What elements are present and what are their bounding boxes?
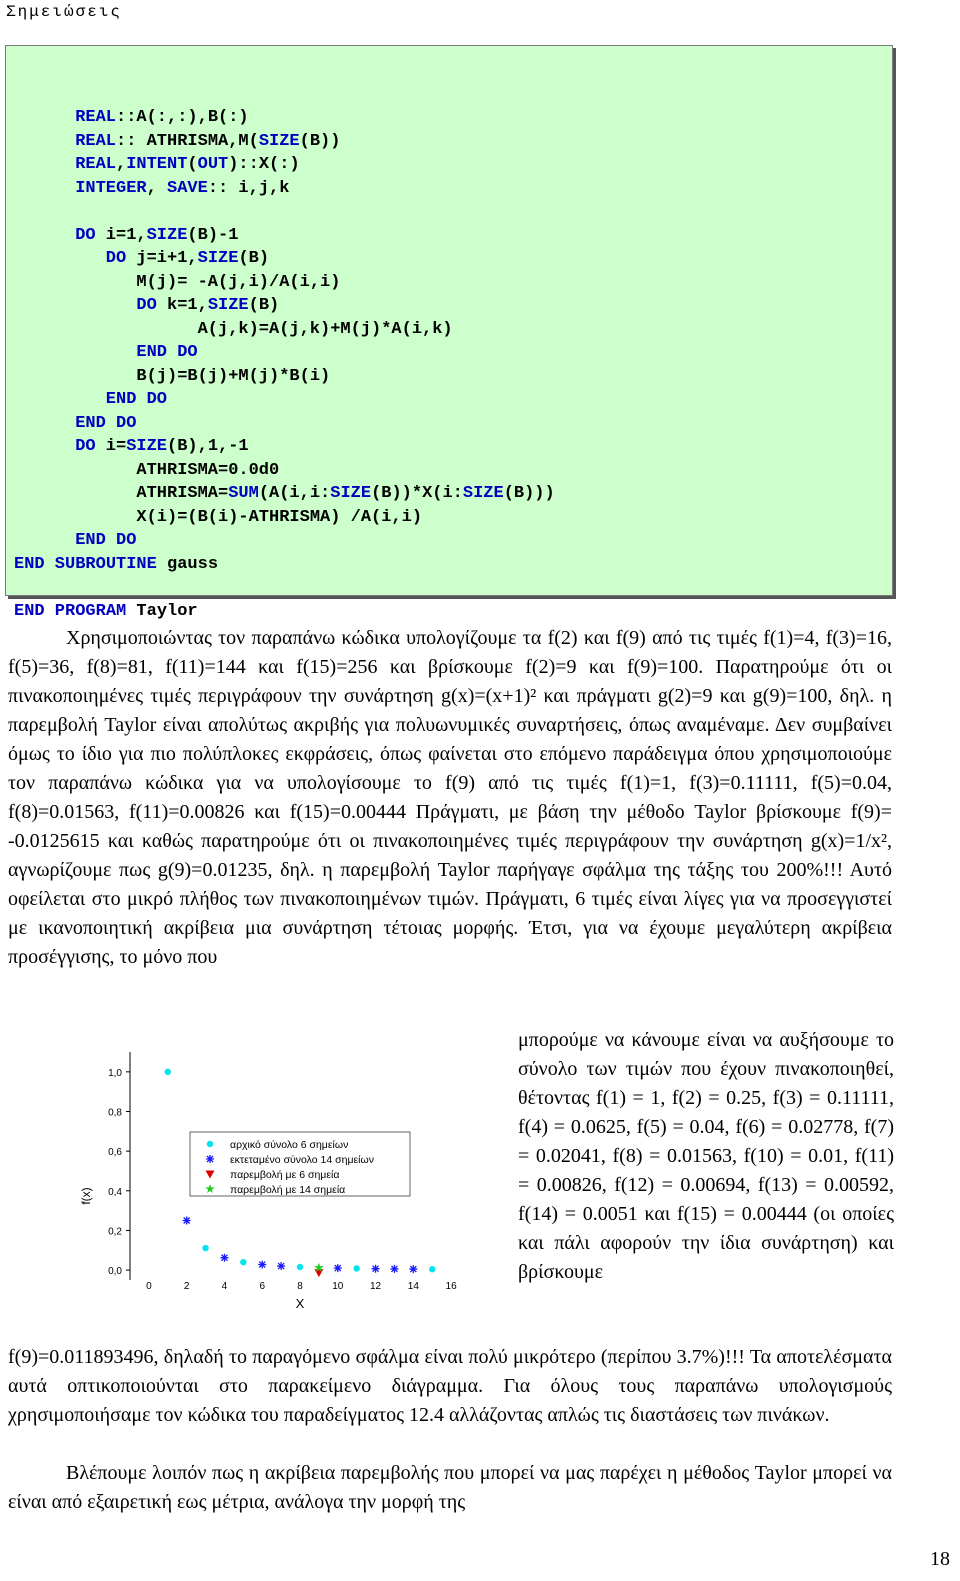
data-point xyxy=(409,1265,417,1273)
y-tick-label: 0,4 xyxy=(108,1186,122,1198)
code-line: DO i=SIZE(B),1,-1 xyxy=(75,437,249,456)
code-line: INTEGER, SAVE:: i,j,k xyxy=(75,178,290,198)
x-tick-label: 6 xyxy=(259,1281,266,1293)
x-tick-label: 12 xyxy=(369,1281,382,1293)
legend-label: αρχικό σύνολο 6 σημείων xyxy=(230,1139,349,1151)
code-line: X(i)=(B(i)-ATHRISMA) /A(i,i) xyxy=(136,507,423,527)
code-line xyxy=(6,576,555,600)
code-line: M(j)= -A(j,i)/A(i,i) xyxy=(136,272,341,292)
data-point xyxy=(165,1069,171,1075)
code-line: REAL:: ATHRISMA,M(SIZE(B)) xyxy=(75,131,341,151)
data-point xyxy=(183,1217,191,1225)
code-line: END PROGRAM Taylor xyxy=(14,601,198,621)
code-line xyxy=(6,200,555,224)
data-point xyxy=(277,1262,285,1270)
paragraph-side: μπορούμε να κάνουμε είναι να αυξήσουμε το σύνολο των τιμών που έχουν πινακοποιηθεί, θέτοντας f(1) = 1, f(2) = 0.25, f(3) = 0.11111, f(4) = 0.0625, f(5) = 0.04, f(6) = 0.02778, f(7) = 0.02041, f(8) = 0.01563, f(10) = 0.01, f(11) = 0.00826, f(12) = 0.00694, f(13) = 0.00592, f(14) = 0.0051 και f(15) = 0.00444 (οι οποίες και πάλι αφορούν την ίδια συνάρτηση) και βρίσκουμε xyxy=(518,1029,894,1283)
code-line: DO i=1,SIZE(B)-1 xyxy=(75,225,239,245)
code-line: DO j=i+1,SIZE(B) xyxy=(105,249,270,268)
data-point xyxy=(390,1265,398,1273)
data-point xyxy=(334,1264,342,1272)
data-point xyxy=(372,1265,380,1273)
y-tick-label: 0,6 xyxy=(108,1147,122,1159)
code-line: END SUBROUTINE gauss xyxy=(14,554,219,574)
data-point xyxy=(297,1264,303,1270)
y-tick-label: 0,0 xyxy=(108,1266,122,1278)
code-line: A(j,k)=A(j,k)+M(j)*A(i,k) xyxy=(197,319,453,339)
data-point xyxy=(353,1265,359,1271)
x-tick-label: 16 xyxy=(445,1281,457,1293)
x-axis-label: X xyxy=(295,1296,305,1312)
code-line: B(j)=B(j)+M(j)*B(i) xyxy=(136,366,331,386)
scatter-chart xyxy=(70,1040,490,1320)
y-axis-label: f(x) xyxy=(79,1187,93,1205)
code-line: END DO xyxy=(75,413,137,433)
code-listing xyxy=(5,45,893,621)
code-line: DO k=1,SIZE(B) xyxy=(136,296,280,315)
y-tick-label: 0,2 xyxy=(108,1226,122,1238)
data-point xyxy=(314,1269,323,1277)
y-tick-label: 1,0 xyxy=(108,1067,122,1079)
code-line: END DO xyxy=(136,343,198,362)
data-point xyxy=(240,1259,246,1265)
data-point xyxy=(429,1266,435,1272)
paragraph-main: Χρησιμοποιώντας τον παραπάνω κώδικα υπολογίζουμε τα f(2) και f(9) από τις τιμές f(1)=4, f(3)=16, f(5)=36, f(8)=81, f(11)=144 και f(15)=256 και βρίσκουμε f(2)=9 και f(9)=100. Παρατηρούμε ότι οι πινακοποιημένες τιμές περιγράφουν την συνάρτηση g(x)=(x+1)² και πράγματι g(2)=9 και g(9)=100, δηλ. η παρεμβολή Taylor είναι απολύτως ακριβής για πολυωνυμικές συναρτήσεις, όπως αναμέναμε. Δεν συμβαίνει όμως το ίδιο για πιο πολύπλοκες εκφράσεις, όπως φαίνεται στο επόμενο παράδειγμα όπου χρησιμοποιούμε τον παραπάνω κώδικα για να υπολογίσουμε το f(9) από τις τιμές f(1)=1, f(3)=0.11111, f(5)=0.04, f(8)=0.01563, f(11)=0.00826 και f(15)=0.00444 Πράγματι, με βάση την μέθοδο Taylor βρίσκουμε f(9)= -0.0125615 και καθώς παρατηρούμε ότι οι πινακοποιημένες τιμές περιγράφουν την συνάρτηση g(x)=1/x², αγνωρίζουμε πως g(9)=0.01235, δηλ. η παρεμβολή Taylor παρήγαγε σφάλμα της τάξης του 200%!!! Αυτό οφείλεται στο μικρό πλήθος των πινακοποιημένων τιμών. Πράγματι, 6 τιμές είναι λίγες για να προσεγγιστεί με ικανοποιητική ακρίβεια μια συνάρτηση τέτοιας μορφής. Έτσι, για να έχουμε μεγαλύτερη ακρίβεια προσέγγισης, το μόνο που xyxy=(8,627,892,968)
code-line: ATHRISMA=0.0d0 xyxy=(136,460,280,480)
x-tick-label: 8 xyxy=(297,1281,303,1293)
data-point xyxy=(220,1254,228,1262)
code-line: ATHRISMA=SUM(A(i,i:SIZE(B))*X(i:SIZE(B))) xyxy=(136,484,555,503)
x-tick-label: 4 xyxy=(221,1281,228,1293)
paragraph-2: Βλέπουμε λοιπόν πως η ακρίβεια παρεμβολής που μπορεί να μας παρέχει η μέθοδος Taylor μπορεί να είναι από εξαιρετική εως μέτρια, ανάλογα την μορφή της xyxy=(8,1462,892,1513)
data-point xyxy=(258,1261,266,1269)
x-tick-label: 0 xyxy=(146,1281,152,1293)
x-tick-label: 10 xyxy=(332,1281,344,1293)
x-tick-label: 14 xyxy=(407,1281,419,1293)
code-line: END DO xyxy=(75,531,137,550)
page-header-title: Σημειώσεις xyxy=(6,3,123,21)
legend-label: παρεμβολή με 6 σημεία xyxy=(230,1169,340,1181)
data-point xyxy=(202,1245,208,1251)
x-tick-label: 2 xyxy=(183,1281,190,1293)
code-line: REAL,INTENT(OUT)::X(:) xyxy=(75,155,300,174)
data-point xyxy=(206,1155,214,1163)
code-line: END DO xyxy=(105,390,168,409)
code-line: REAL::A(:,:),B(:) xyxy=(75,108,249,127)
page-number: 18 xyxy=(930,1548,950,1570)
data-point xyxy=(207,1141,213,1147)
code-block xyxy=(6,106,555,623)
legend-label: εκτεταμένο σύνολο 14 σημείων xyxy=(230,1154,374,1166)
legend-label: παρεμβολή με 14 σημεία xyxy=(230,1184,346,1196)
paragraph-end: f(9)=0.011893496, δηλαδή το παραγόμενο σφάλμα είναι πολύ μικρότερο (περίπου 3.7%)!!! Τα αποτελέσματα αυτά οπτικοποιούνται στο παρακείμενο διάγραμμα. Για όλους τους παραπάνω υπολογισμούς χρησιμοποιήσαμε τον κώδικα του παραδείγματος 12.4 αλλάζοντας απλώς τις διαστάσεις των πινάκων. xyxy=(8,1346,892,1426)
y-tick-label: 0,8 xyxy=(108,1107,122,1119)
